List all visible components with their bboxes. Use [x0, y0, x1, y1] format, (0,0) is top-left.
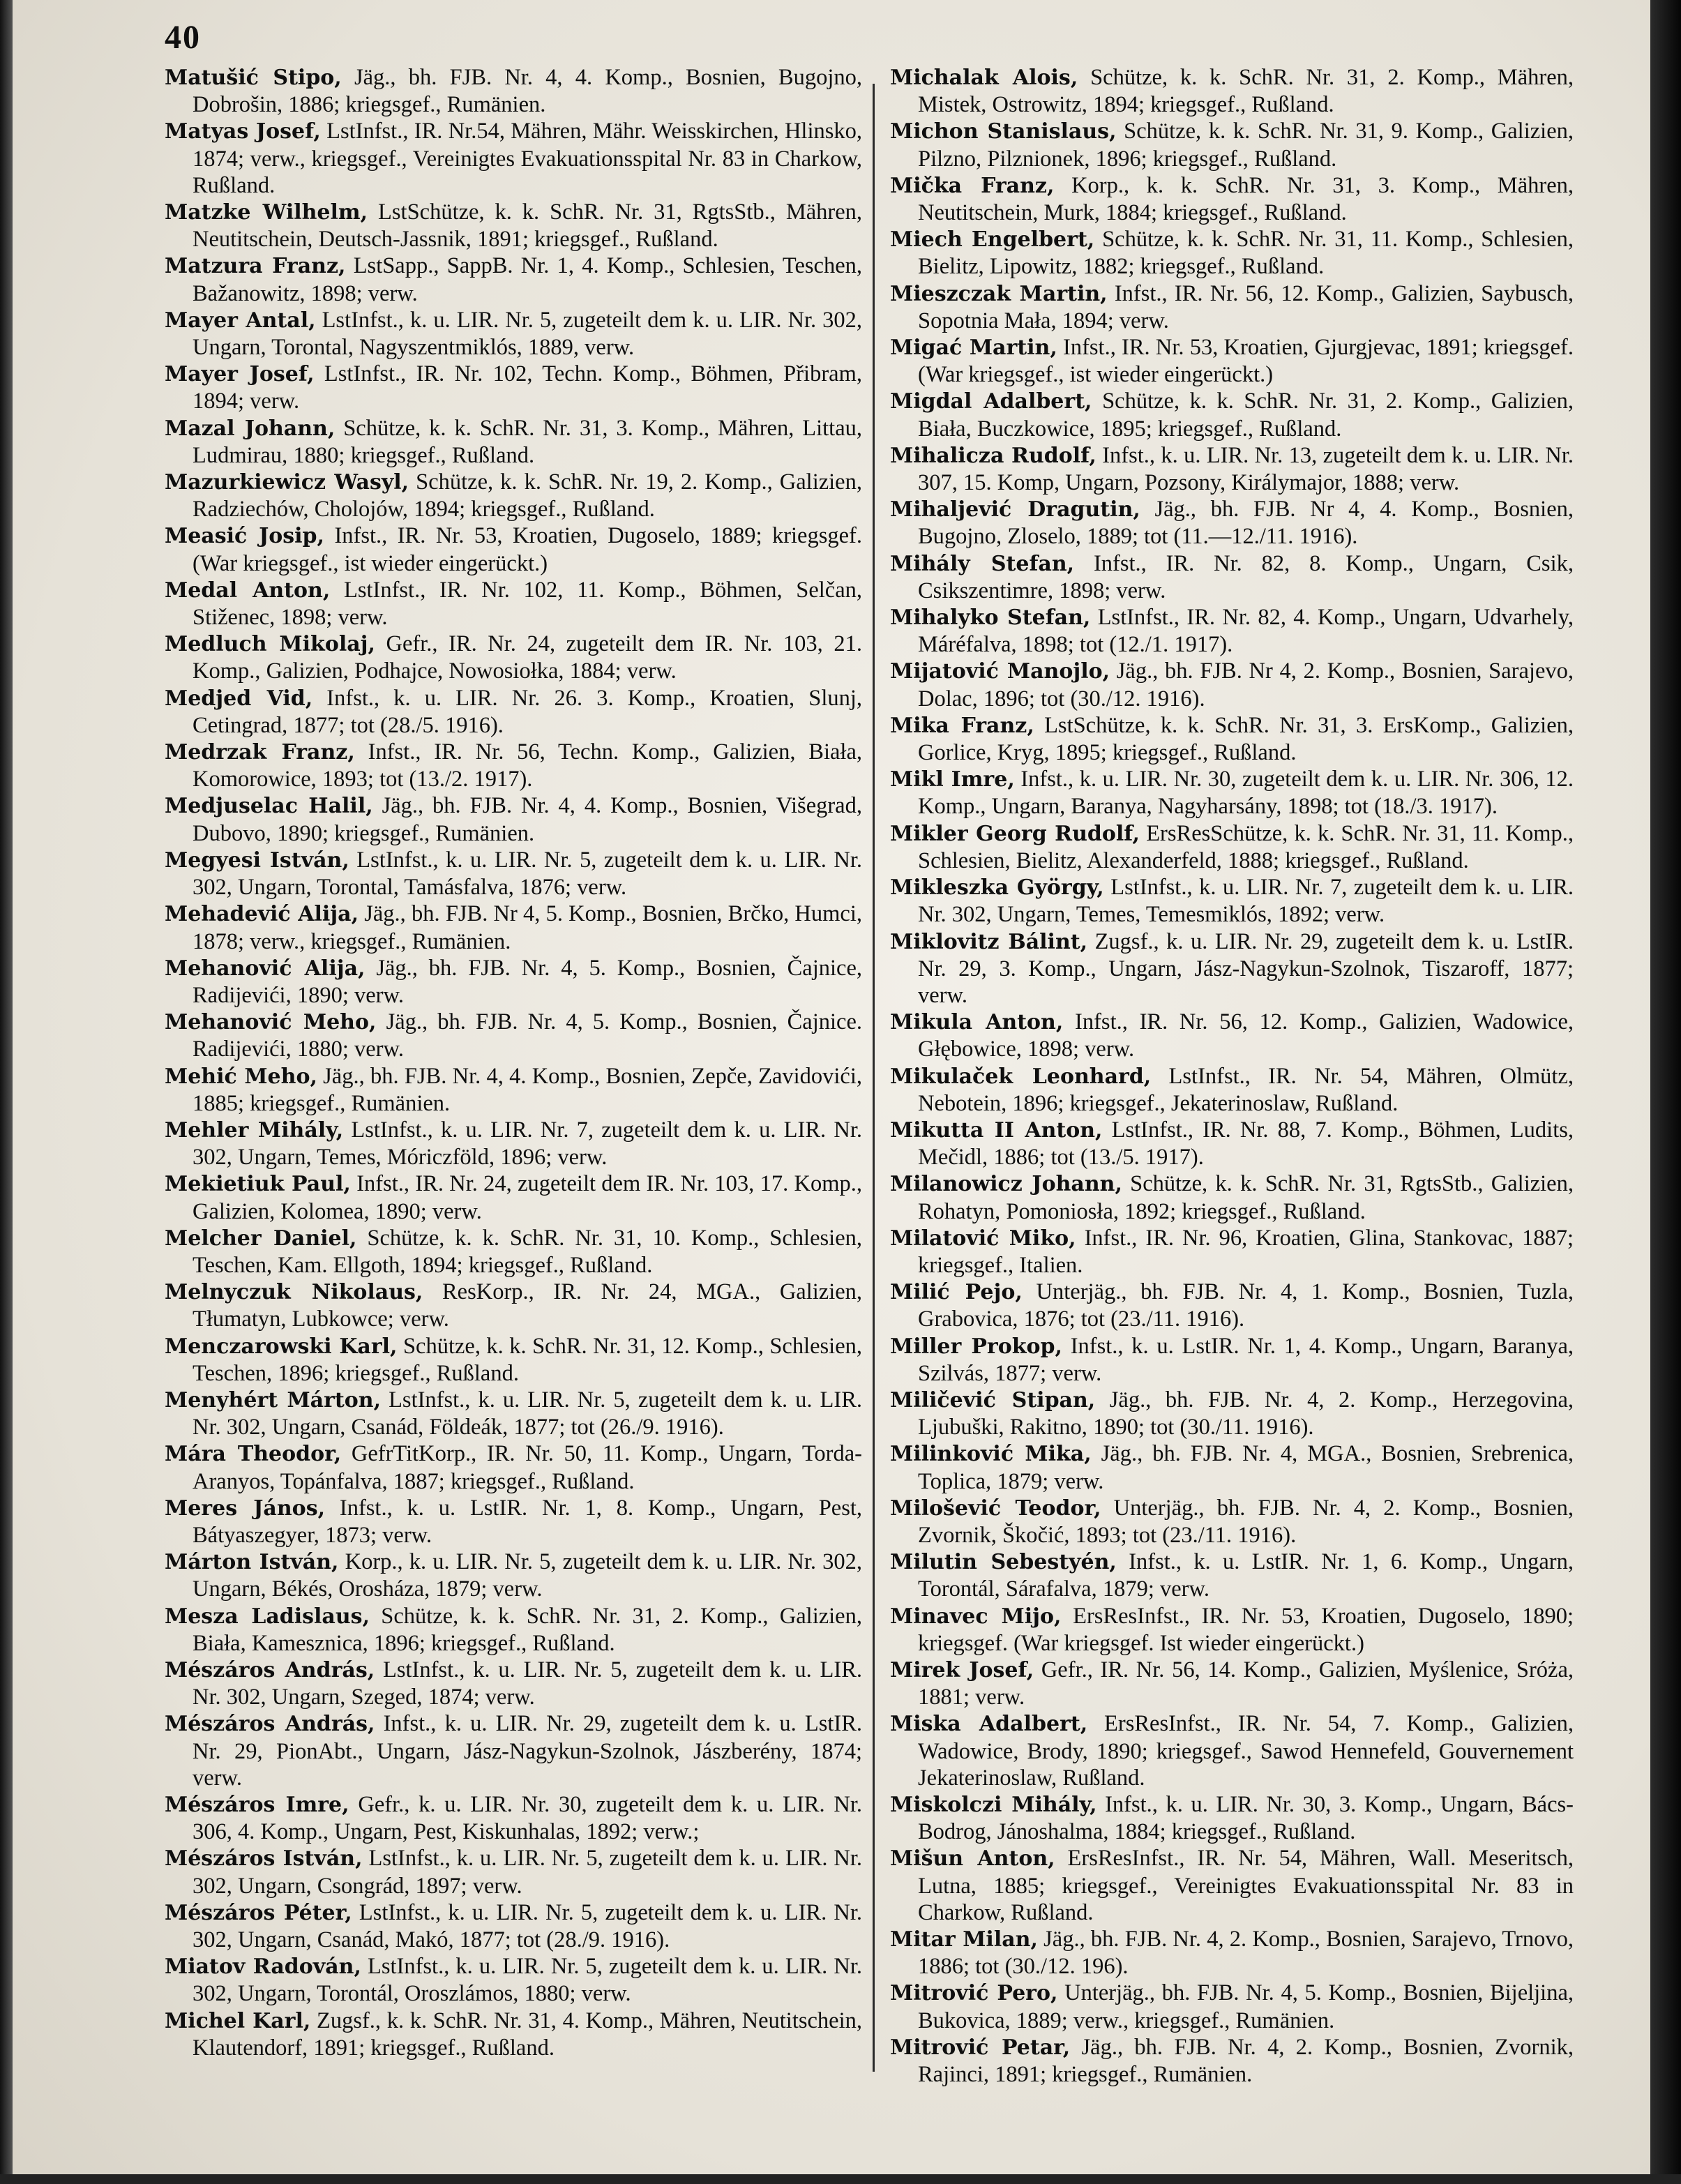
left-column	[165, 64, 862, 2073]
casualty-entry	[165, 577, 862, 631]
casualty-entry	[165, 1225, 862, 1279]
entry-name: Miskolczi Mihály,	[890, 1793, 1097, 1817]
entry-details: GefrTitKorp., IR. Nr. 50, 11. Komp., Ungarn, Torda-Aranyos, Topánfalva, 1887; kriegsgef., Rußland.	[193, 1441, 862, 1494]
casualty-entry	[890, 874, 1574, 928]
entry-details: Infst., k. u. LIR. Nr. 30, 3. Komp., Ungarn, Bács-Bodrog, Jánoshalma, 1884; kriegsgef., Rußland.	[918, 1792, 1574, 1845]
casualty-entry	[890, 1009, 1574, 1062]
casualty-entry	[165, 1549, 862, 1602]
entry-name: Mitrović Pero,	[890, 1981, 1058, 2006]
entry-name: Medjuselac Halil,	[165, 794, 373, 819]
entry-details: LstInfst., k. u. LIR. Nr. 5, zugeteilt dem k. u. LIR. Nr. 302, Ungarn, Csanád, Makó, 1877; tot (28./9. 1916).	[193, 1899, 862, 1953]
entry-name: Mikleszka György,	[890, 875, 1104, 901]
casualty-entry	[890, 550, 1574, 604]
entry-name: Mikl Imre,	[890, 767, 1015, 792]
casualty-entry	[890, 1603, 1574, 1657]
casualty-entry	[890, 1387, 1574, 1440]
entry-name: Mihaljević Dragutin,	[890, 497, 1140, 522]
entry-name: Mayer Antal,	[165, 308, 316, 333]
entry-details: Korp., k. k. SchR. Nr. 31, 3. Komp., Mähren, Neutitschein, Murk, 1884; kriegsgef., Rußland.	[918, 172, 1574, 226]
entry-details: Jäg., bh. FJB. Nr. 4, 4. Komp., Bosnien, Višegrad, Dubovo, 1890; kriegsgef., Rumänien.	[193, 793, 862, 846]
entry-name: Menczarowski Karl,	[165, 1334, 398, 1359]
casualty-entry	[890, 1791, 1574, 1845]
entry-details: Jäg., bh. FJB. Nr. 4, 4. Komp., Bosnien, Zepče, Zavidovići, 1885; kriegsgef., Rumänien.	[193, 1063, 863, 1116]
entry-name: Miller Prokop,	[890, 1334, 1062, 1359]
entry-details: LstSchütze, k. k. SchR. Nr. 31, 3. ErsKomp., Galizien, Gorlice, Kryg, 1895; kriegsgef., Rußland.	[918, 712, 1574, 766]
casualty-entry	[890, 1926, 1574, 1980]
entry-name: Medrzak Franz,	[165, 740, 355, 765]
entry-name: Mieszczak Martin,	[890, 281, 1108, 306]
casualty-entry	[890, 442, 1574, 496]
entry-details: LstInfst., IR. Nr.54, Mähren, Mähr. Weisskirchen, Hlinsko, 1874; verw., kriegsgef., Vereinigtes Evakuationsspital Nr. 83 in Charkow, Rußland.	[193, 119, 863, 198]
entry-name: Milinković Mika,	[890, 1442, 1092, 1467]
entry-name: Menyhért Márton,	[165, 1387, 382, 1413]
casualty-entry	[890, 1980, 1574, 2033]
casualty-entry	[165, 307, 862, 361]
entry-name: Mekietiuk Paul,	[165, 1172, 351, 1197]
casualty-entry	[890, 1170, 1574, 1224]
entry-details: LstSchütze, k. k. SchR. Nr. 31, RgtsStb., Mähren, Neutitschein, Deutsch-Jassnik, 1891; kriegsgef., Rußland.	[193, 199, 863, 253]
entry-name: Mirek Josef,	[890, 1657, 1034, 1682]
entry-details: Infst., k. u. LIR. Nr. 26. 3. Komp., Kroatien, Slunj, Cetingrad, 1877; tot (28./5. 1916).	[193, 685, 863, 738]
entry-details: Schütze, k. k. SchR. Nr. 31, 2. Komp., Galizien, Biała, Buczkowice, 1895; kriegsgef., Rußland.	[918, 389, 1574, 442]
entry-details: Schütze, k. k. SchR. Nr. 31, 2. Komp., Galizien, Biała, Kamesznica, 1896; kriegsgef., Rußland.	[193, 1603, 862, 1656]
entry-name: Mehadević Alija,	[165, 902, 359, 927]
casualty-entry	[165, 739, 862, 792]
entry-details: LstInfst., k. u. LIR. Nr. 7, zugeteilt dem k. u. LIR. Nr. 302, Ungarn, Temes, Móriczföld, 1896; verw.	[193, 1117, 862, 1170]
entry-name: Milošević Teodor,	[890, 1496, 1101, 1521]
casualty-entry	[890, 172, 1574, 226]
casualty-entry	[165, 1899, 862, 1953]
entry-details: Jäg., bh. FJB. Nr. 4, 5. Komp., Bosnien, Čajnice. Radijevići, 1880; verw.	[193, 1009, 863, 1062]
entry-details: Infst., k. u. LIR. Nr. 30, zugeteilt dem k. u. LIR. Nr. 306, 12. Komp., Ungarn, Baranya, Nagyharsány, 1898; tot (18./3. 1917).	[918, 767, 1574, 820]
entry-name: Mijatović Manojlo,	[890, 659, 1110, 684]
entry-details: LstInfst., IR. Nr. 102, Techn. Komp., Böhmen, Přibram, 1894; verw.	[193, 361, 862, 414]
column-divider	[873, 84, 875, 2072]
entry-details: Gefr., k. u. LIR. Nr. 30, zugeteilt dem k. u. LIR. Nr. 306, 4. Komp., Ungarn, Pest, Kiskunhalas, 1892; verw.;	[193, 1792, 863, 1845]
entry-details: LstInfst., IR. Nr. 82, 4. Komp., Ungarn, Udvarhely, Máréfalva, 1898; tot (12./1. 1917).	[918, 605, 1574, 658]
entry-name: Miska Adalbert,	[890, 1712, 1088, 1737]
casualty-entry	[165, 1710, 862, 1791]
entry-details: Korp., k. u. LIR. Nr. 5, zugeteilt dem k. u. LIR. Nr. 302, Ungarn, Békés, Orosháza, 1879; verw.	[193, 1549, 862, 1602]
entry-details: Infst., IR. Nr. 53, Kroatien, Gjurgjevac, 1891; kriegsgef. (War kriegsgef., ist wieder eingerückt.)	[918, 335, 1574, 388]
entry-details: Jäg., bh. FJB. Nr. 4, 2. Komp., Herzegovina, Ljubuški, Rakitno, 1890; tot (30./11. 1916).	[918, 1387, 1574, 1440]
casualty-entry	[890, 1440, 1574, 1494]
entry-name: Michon Stanislaus,	[890, 119, 1117, 144]
right-column	[890, 64, 1574, 2088]
casualty-entry	[890, 388, 1574, 442]
entry-name: Mehanović Alija,	[165, 956, 365, 981]
entry-name: Megyesi István,	[165, 848, 349, 873]
entry-details: Infst., IR. Nr. 82, 8. Komp., Ungarn, Csik, Csikszentimre, 1898; verw.	[918, 550, 1574, 603]
entry-details: Schütze, k. k. SchR. Nr. 31, 12. Komp., Schlesien, Teschen, 1896; kriegsgef., Rußland.	[193, 1333, 862, 1386]
entry-name: Milić Pejo,	[890, 1280, 1023, 1305]
casualty-entry	[165, 253, 862, 306]
entry-name: Milatović Miko,	[890, 1226, 1076, 1251]
entry-details: Infst., IR. Nr. 56, 12. Komp., Galizien, Wadowice, Głębowice, 1898; verw.	[918, 1009, 1574, 1062]
entry-name: Meres János,	[165, 1496, 326, 1521]
entry-name: Mészáros András,	[165, 1712, 375, 1737]
entry-name: Mazal Johann,	[165, 416, 336, 441]
casualty-entry	[165, 1845, 862, 1899]
page-number: 40	[165, 19, 201, 56]
entry-details: Schütze, k. k. SchR. Nr. 31, 9. Komp., Galizien, Pilzno, Pilznionek, 1896; kriegsgef., Rußland.	[918, 119, 1574, 172]
entry-details: Infst., IR. Nr. 96, Kroatien, Glina, Stankovac, 1887; kriegsgef., Italien.	[918, 1225, 1574, 1278]
casualty-entry	[890, 118, 1574, 172]
casualty-entry	[165, 1333, 862, 1387]
entry-name: Miličević Stipan,	[890, 1387, 1096, 1413]
casualty-entry	[165, 1387, 862, 1440]
entry-details: Infst., IR. Nr. 56, Techn. Komp., Galizien, Biała, Komorowice, 1893; tot (13./2. 1917).	[193, 739, 862, 792]
entry-name: Mihalyko Stefan,	[890, 605, 1091, 631]
casualty-entry	[165, 685, 862, 739]
entry-details: ErsResInfst., IR. Nr. 54, 7. Komp., Galizien, Wadowice, Brody, 1890; kriegsgef., Sawod Hennefeld, Gouvernement Jekaterinoslaw, Rußland.	[918, 1711, 1574, 1791]
casualty-entry	[890, 712, 1574, 766]
entry-details: Schütze, k. k. SchR. Nr. 31, 3. Komp., Mähren, Littau, Ludmirau, 1880; kriegsgef., Rußland.	[193, 415, 863, 468]
entry-details: Jäg., bh. FJB. Nr. 4, MGA., Bosnien, Srebrenica, Toplica, 1879; verw.	[918, 1441, 1574, 1494]
entry-details: Unterjäg., bh. FJB. Nr. 4, 2. Komp., Bosnien, Zvornik, Škočić, 1893; tot (23./11. 1916).	[918, 1495, 1574, 1548]
entry-name: Miech Engelbert,	[890, 227, 1095, 253]
casualty-entry	[165, 361, 862, 414]
entry-name: Mišun Anton,	[890, 1846, 1055, 1872]
casualty-entry	[890, 820, 1574, 874]
casualty-entry	[165, 1791, 862, 1845]
entry-details: Schütze, k. k. SchR. Nr. 31, RgtsStb., Galizien, Rohatyn, Pomoniosła, 1892; kriegsgef., Rußland.	[918, 1171, 1574, 1224]
entry-details: LstInfst., k. u. LIR. Nr. 5, zugeteilt dem k. u. LIR. Nr. 302, Ungarn, Torontal, Nagyszentmiklós, 1889, verw.	[193, 307, 863, 361]
scan-right-edge	[1650, 0, 1681, 2184]
entry-details: Infst., IR. Nr. 56, 12. Komp., Galizien, Saybusch, Sopotnia Mała, 1894; verw.	[918, 280, 1574, 333]
entry-name: Milanowicz Johann,	[890, 1172, 1122, 1197]
casualty-entry	[165, 1117, 862, 1170]
entry-details: Unterjäg., bh. FJB. Nr. 4, 1. Komp., Bosnien, Tuzla, Grabovica, 1876; tot (23./11. 1916).	[918, 1279, 1574, 1332]
scan-left-edge	[0, 0, 13, 2184]
casualty-entry	[165, 415, 862, 469]
entry-details: Schütze, k. k. SchR. Nr. 31, 11. Komp., Schlesien, Bielitz, Lipowitz, 1882; kriegsgef., Rußland.	[918, 227, 1574, 280]
entry-details: Jäg., bh. FJB. Nr. 4, 2. Komp., Bosnien, Zvornik, Rajinci, 1891; kriegsgef., Rumänien.	[918, 2034, 1574, 2088]
entry-details: Jäg., bh. FJB. Nr. 4, 2. Komp., Bosnien, Sarajevo, Trnovo, 1886; tot (30./12. 196).	[918, 1927, 1574, 1980]
entry-details: Jäg., bh. FJB. Nr. 4, 4. Komp., Bosnien, Bugojno, Dobrošin, 1886; kriegsgef., Rumänien.	[193, 65, 862, 118]
entry-name: Mikutta II Anton,	[890, 1117, 1103, 1143]
entry-name: Miklovitz Bálint,	[890, 929, 1088, 954]
casualty-entry	[165, 1953, 862, 2007]
casualty-entry	[890, 496, 1574, 550]
entry-details: ErsResSchütze, k. k. SchR. Nr. 31, 11. Komp., Schlesien, Bielitz, Alexanderfeld, 1888; kriegsgef., Rußland.	[918, 820, 1574, 873]
casualty-entry	[165, 1063, 862, 1117]
casualty-entry	[165, 1440, 862, 1494]
casualty-entry	[890, 1117, 1574, 1170]
casualty-entry	[890, 1333, 1574, 1387]
entry-details: Infst., IR. Nr. 24, zugeteilt dem IR. Nr. 103, 17. Komp., Galizien, Kolomea, 1890; verw.	[193, 1171, 863, 1224]
casualty-entry	[165, 118, 862, 199]
entry-name: Mesza Ladislaus,	[165, 1604, 370, 1629]
entry-name: Matyas Josef,	[165, 119, 321, 144]
entry-name: Mikler Georg Rudolf,	[890, 821, 1140, 846]
casualty-entry	[890, 1225, 1574, 1279]
entry-name: Michalak Alois,	[890, 66, 1078, 90]
entry-details: LstInfst., k. u. LIR. Nr. 5, zugeteilt dem k. u. LIR. Nr. 302, Ungarn, Szeged, 1874; verw.	[193, 1657, 863, 1710]
entry-name: Márton István,	[165, 1550, 339, 1575]
entry-details: Schütze, k. k. SchR. Nr. 31, 2. Komp., Mähren, Mistek, Ostrowitz, 1894; kriegsgef., Rußland.	[918, 65, 1574, 118]
entry-name: Medluch Mikolaj,	[165, 632, 375, 657]
entry-details: LstInfst., IR. Nr. 102, 11. Komp., Böhmen, Selčan, Stiženec, 1898; verw.	[193, 577, 862, 631]
entry-name: Milutin Sebestyén,	[890, 1550, 1117, 1575]
casualty-entry	[165, 1279, 862, 1332]
casualty-entry	[890, 64, 1574, 118]
casualty-entry	[165, 2008, 862, 2061]
entry-name: Mára Theodor,	[165, 1442, 342, 1467]
casualty-entry	[165, 1657, 862, 1710]
entry-details: Jäg., bh. FJB. Nr. 4, 5. Komp., Bosnien, Čajnice, Radijevići, 1890; verw.	[193, 955, 863, 1008]
casualty-entry	[165, 199, 862, 253]
entry-details: LstInfst., IR. Nr. 54, Mähren, Olmütz, Nebotein, 1896; kriegsgef., Jekaterinoslaw, Rußland.	[918, 1063, 1574, 1116]
entry-name: Matzke Wilhelm,	[165, 200, 368, 225]
entry-details: Infst., k. u. LIR. Nr. 13, zugeteilt dem k. u. LIR. Nr. 307, 15. Komp, Ungarn, Pozsony, Királymajor, 1888; verw.	[918, 442, 1574, 496]
entry-details: LstInfst., k. u. LIR. Nr. 5, zugeteilt dem k. u. LIR. Nr. 302, Ungarn, Torontál, Oroszlámos, 1880; verw.	[193, 1954, 863, 2007]
entry-name: Mička Franz,	[890, 173, 1055, 198]
casualty-entry	[890, 2034, 1574, 2088]
entry-details: LstInfst., k. u. LIR. Nr. 7, zugeteilt dem k. u. LIR. Nr. 302, Ungarn, Temes, Temesmiklós, 1892; verw.	[918, 875, 1574, 928]
entry-details: Zugsf., k. u. LIR. Nr. 29, zugeteilt dem k. u. LstIR. Nr. 29, 3. Komp., Ungarn, Jász-Nagykun-Szolnok, Tiszaroff, 1877; verw.	[918, 928, 1574, 1008]
casualty-entry	[165, 522, 862, 576]
entry-name: Mika Franz,	[890, 713, 1034, 738]
entry-name: Mehić Meho,	[165, 1064, 317, 1089]
entry-details: ResKorp., IR. Nr. 24, MGA., Galizien, Tłumatyn, Lubkowce; verw.	[193, 1279, 863, 1332]
casualty-entry	[890, 1657, 1574, 1710]
casualty-entry	[890, 766, 1574, 820]
casualty-entry	[890, 1710, 1574, 1791]
entry-name: Mehanović Meho,	[165, 1010, 377, 1035]
casualty-entry	[890, 604, 1574, 658]
entry-details: ErsResInfst., IR. Nr. 54, Mähren, Wall. Meseritsch, Lutna, 1885; kriegsgef., Vereinigtes Evakuationsspital Nr. 83 in Charkow, Rußland.	[918, 1846, 1574, 1925]
casualty-entry	[165, 901, 862, 954]
casualty-entry	[165, 469, 862, 522]
casualty-entry	[165, 1495, 862, 1549]
casualty-entry	[165, 792, 862, 846]
entry-name: Matušić Stipo,	[165, 66, 342, 90]
entry-details: LstInfst., IR. Nr. 88, 7. Komp., Böhmen, Ludits, Mečidl, 1886; tot (13./5. 1917).	[918, 1117, 1574, 1170]
casualty-entry	[890, 226, 1574, 280]
casualty-entry	[165, 631, 862, 684]
casualty-entry	[890, 1495, 1574, 1549]
entry-details: Infst., k. u. LstIR. Nr. 1, 4. Komp., Ungarn, Baranya, Szilvás, 1877; verw.	[918, 1333, 1574, 1386]
entry-name: Mikulaček Leonhard,	[890, 1064, 1152, 1089]
entry-details: LstInfst., k. u. LIR. Nr. 5, zugeteilt dem k. u. LIR. Nr. 302, Ungarn, Torontal, Tamásfalva, 1876; verw.	[193, 847, 862, 901]
casualty-entry	[890, 1845, 1574, 1926]
casualty-entry	[165, 64, 862, 118]
entry-name: Mitrović Petar,	[890, 2035, 1071, 2060]
casualty-entry	[890, 334, 1574, 388]
casualty-entry	[890, 1549, 1574, 1602]
entry-name: Mazurkiewicz Wasyl,	[165, 470, 409, 495]
entry-details: Zugsf., k. k. SchR. Nr. 31, 4. Komp., Mähren, Neutitschein, Klautendorf, 1891; kriegsgef., Rußland.	[193, 2008, 862, 2061]
entry-details: Infst., k. u. LstIR. Nr. 1, 8. Komp., Ungarn, Pest, Bátyaszegyer, 1873; verw.	[193, 1495, 863, 1548]
entry-name: Migać Martin,	[890, 336, 1057, 361]
entry-name: Miatov Radován,	[165, 1955, 361, 1980]
casualty-entry	[165, 1603, 862, 1657]
casualty-entry	[890, 658, 1574, 711]
casualty-entry	[890, 928, 1574, 1009]
casualty-entry	[890, 1063, 1574, 1117]
entry-name: Melcher Daniel,	[165, 1226, 357, 1251]
entry-details: Gefr., IR. Nr. 24, zugeteilt dem IR. Nr. 103, 21. Komp., Galizien, Podhajce, Nowosiołka, 1884; verw.	[193, 631, 862, 684]
entry-name: Mihalicza Rudolf,	[890, 443, 1096, 468]
entry-details: Infst., k. u. LstIR. Nr. 1, 6. Komp., Ungarn, Torontál, Sárafalva, 1879; verw.	[918, 1549, 1574, 1602]
entry-name: Minavec Mijo,	[890, 1604, 1062, 1629]
casualty-entry	[890, 1279, 1574, 1332]
entry-details: Unterjäg., bh. FJB. Nr. 4, 5. Komp., Bosnien, Bijeljina, Bukovica, 1889; verw., kriegsgef., Rumänien.	[918, 1980, 1574, 2033]
entry-name: Matzura Franz,	[165, 254, 346, 279]
entry-name: Mitar Milan,	[890, 1927, 1038, 1952]
entry-name: Michel Karl,	[165, 2008, 311, 2033]
entry-details: Schütze, k. k. SchR. Nr. 31, 10. Komp., Schlesien, Teschen, Kam. Ellgoth, 1894; kriegsgef., Rußland.	[193, 1225, 862, 1278]
entry-details: Jäg., bh. FJB. Nr 4, 5. Komp., Bosnien, Brčko, Humci, 1878; verw., kriegsgef., Rumänien.	[193, 901, 862, 954]
casualty-entry	[165, 1170, 862, 1224]
entry-details: LstInfst., k. u. LIR. Nr. 5, zugeteilt dem k. u. LIR. Nr. 302, Ungarn, Csongrád, 1897; verw.	[193, 1846, 863, 1899]
scan-bottom-edge	[0, 2174, 1681, 2184]
entry-details: ErsResInfst., IR. Nr. 53, Kroatien, Dugoselo, 1890; kriegsgef. (War kriegsgef. Ist wieder eingerückt.)	[918, 1603, 1574, 1656]
entry-details: Infst., k. u. LIR. Nr. 29, zugeteilt dem k. u. LstIR. Nr. 29, PionAbt., Ungarn, Jász-Nagykun-Szolnok, Jászberény, 1874; verw.	[193, 1711, 863, 1791]
entry-details: Gefr., IR. Nr. 56, 14. Komp., Galizien, Myślenice, Sróża, 1881; verw.	[918, 1657, 1574, 1710]
entry-name: Mehler Mihály,	[165, 1117, 344, 1143]
entry-name: Medal Anton,	[165, 578, 331, 603]
entry-name: Measić Josip,	[165, 524, 324, 549]
entry-name: Mészáros Péter,	[165, 1900, 352, 1925]
entry-name: Mihály Stefan,	[890, 551, 1075, 576]
entry-name: Mészáros Imre,	[165, 1793, 349, 1817]
entry-details: LstSapp., SappB. Nr. 1, 4. Komp., Schlesien, Teschen, Bažanowitz, 1898; verw.	[193, 253, 863, 306]
entry-details: Jäg., bh. FJB. Nr 4, 4. Komp., Bosnien, Bugojno, Zloselo, 1889; tot (11.—12./11. 1916).	[918, 497, 1574, 550]
entry-name: Mikula Anton,	[890, 1010, 1064, 1035]
entry-details: Schütze, k. k. SchR. Nr. 19, 2. Komp., Galizien, Radziechów, Cholojów, 1894; kriegsgef., Rußland.	[193, 469, 862, 522]
entry-name: Mészáros István,	[165, 1846, 363, 1872]
entry-name: Melnyczuk Nikolaus,	[165, 1280, 423, 1305]
casualty-entry	[165, 1009, 862, 1062]
entry-name: Medjed Vid,	[165, 686, 313, 711]
entry-details: Jäg., bh. FJB. Nr 4, 2. Komp., Bosnien, Sarajevo, Dolac, 1896; tot (30./12. 1916).	[918, 658, 1574, 711]
entry-details: Infst., IR. Nr. 53, Kroatien, Dugoselo, 1889; kriegsgef. (War kriegsgef., ist wieder eingerückt.)	[193, 523, 862, 576]
casualty-entry	[165, 847, 862, 901]
entry-details: LstInfst., k. u. LIR. Nr. 5, zugeteilt dem k. u. LIR. Nr. 302, Ungarn, Csanád, Földeák, 1877; tot (26./9. 1916).	[193, 1387, 863, 1440]
entry-name: Mayer Josef,	[165, 362, 315, 387]
entry-name: Migdal Adalbert,	[890, 389, 1092, 414]
casualty-entry	[890, 280, 1574, 334]
casualty-entry	[165, 955, 862, 1009]
entry-name: Mészáros András,	[165, 1657, 375, 1682]
